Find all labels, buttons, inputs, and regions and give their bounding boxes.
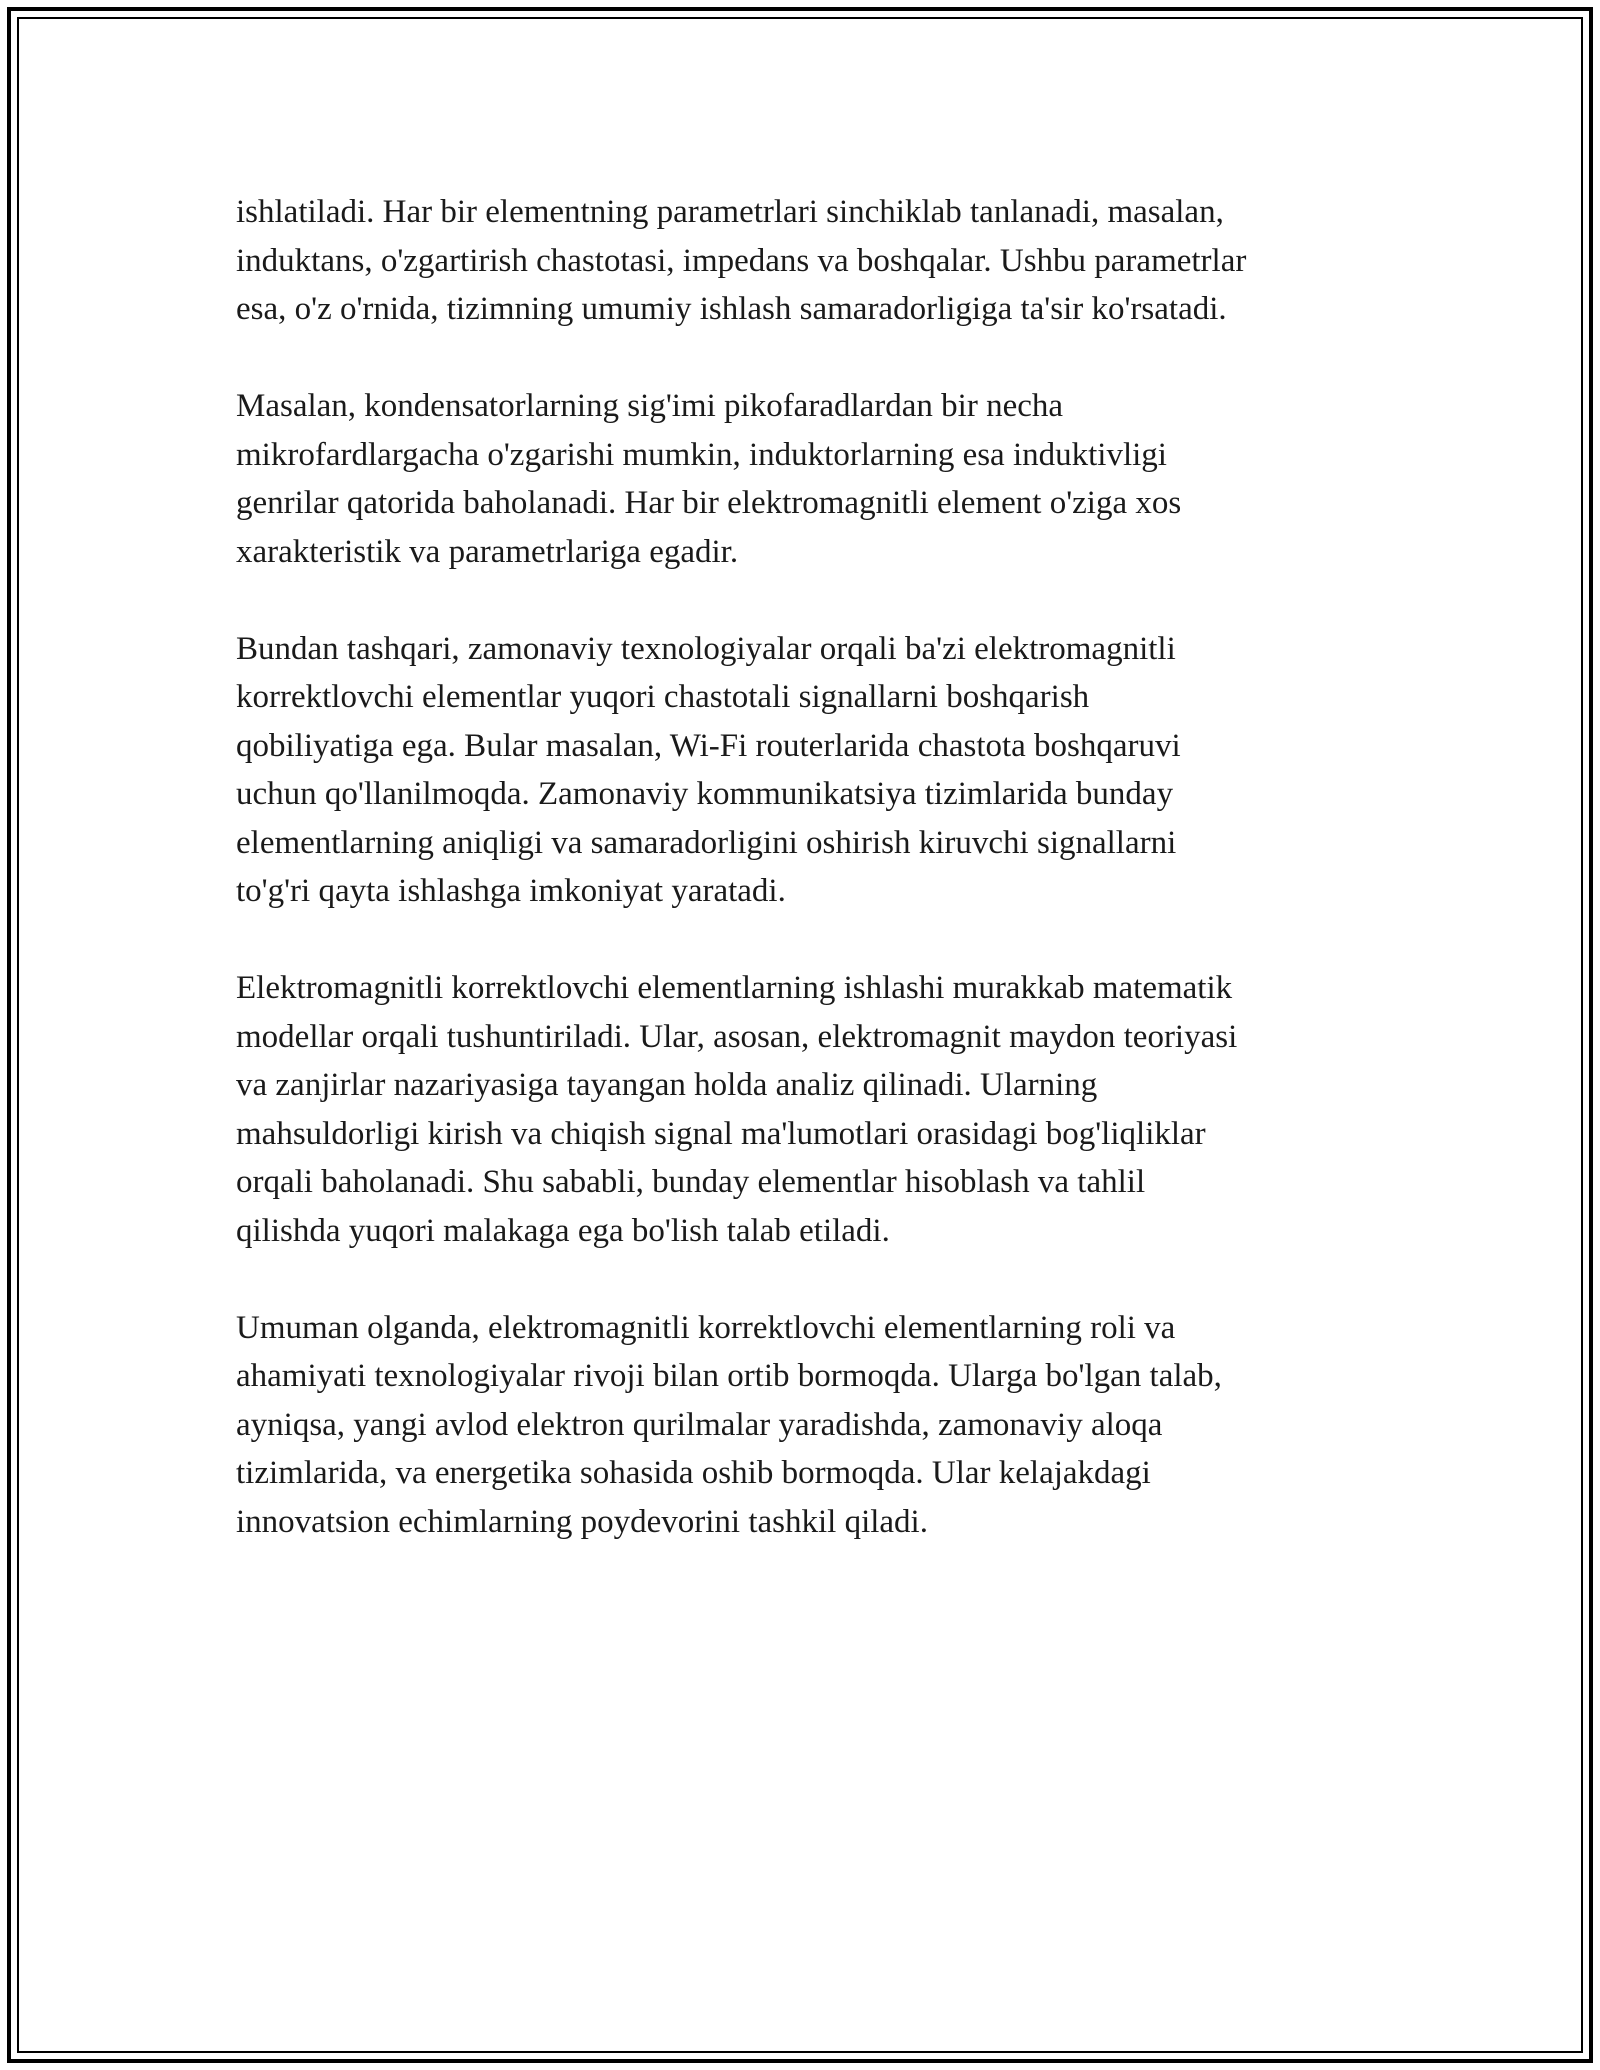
- text-line: qobiliyatiga ega. Bular masalan, Wi-Fi routerlarida chastota boshqaruvi: [236, 727, 1181, 764]
- text-line: Masalan, kondensatorlarning sig'imi pikofaradlardan bir necha: [236, 388, 1064, 424]
- text-line: qilishda yuqori malakaga ega bo'lish talab etiladi.: [236, 1212, 890, 1249]
- paragraph-5: [236, 1304, 1396, 1547]
- text-line: xarakteristik va parametrlariga egadir.: [236, 533, 739, 570]
- text-line: induktans, o'zgartirish chastotasi, impedans va boshqalar. Ushbu parametrlar: [236, 242, 1247, 279]
- text-line: ayniqsa, yangi avlod elektron qurilmalar yaradishda, zamonaviy aloqa: [236, 1406, 1163, 1443]
- text-line: Bundan tashqari, zamonaviy texnologiyalar orqali ba'zi elektromagnitli: [236, 630, 1176, 667]
- text-line: modellar orqali tushuntiriladi. Ular, asosan, elektromagnit maydon teoriyasi: [236, 1018, 1238, 1055]
- text-line: genrilar qatorida baholanadi. Har bir elektromagnitli element o'ziga xos: [236, 485, 1182, 521]
- text-line: elementlarning aniqligi va samaradorligini oshirish kiruvchi signallarni: [236, 824, 1177, 861]
- text-line: innovatsion echimlarning poydevorini tashkil qiladi.: [236, 1503, 928, 1540]
- document-body: [236, 188, 1396, 1595]
- text-line: mahsuldorligi kirish va chiqish signal ma'lumotlari orasidagi bog'liqliklar: [236, 1115, 1206, 1152]
- text-line: Elektromagnitli korrektlovchi elementlarning ishlashi murakkab matematik: [236, 970, 1233, 1006]
- text-line: ishlatiladi. Har bir elementning parametrlari sinchiklab tanlanadi, masalan,: [236, 194, 1224, 230]
- paragraph-3: [236, 625, 1396, 916]
- text-line: korrektlovchi elementlar yuqori chastotali signallarni boshqarish: [236, 679, 1090, 715]
- text-line: tizimlarida, va energetika sohasida oshib bormoqda. Ular kelajakdagi: [236, 1455, 1151, 1491]
- paragraph-2: [236, 382, 1396, 576]
- text-line: esa, o'z o'rnida, tizimning umumiy ishlash samaradorligiga ta'sir ko'rsatadi.: [236, 291, 1227, 327]
- text-line: ahamiyati texnologiyalar rivoji bilan ortib bormoqda. Ularga bo'lgan talab,: [236, 1358, 1222, 1394]
- text-line: mikrofardlargacha o'zgarishi mumkin, induktorlarning esa induktivligi: [236, 436, 1167, 473]
- text-line: orqali baholanadi. Shu sababli, bunday elementlar hisoblash va tahlil: [236, 1164, 1146, 1200]
- paragraph-1: [236, 188, 1396, 334]
- paragraph-4: [236, 964, 1396, 1255]
- text-line: to'g'ri qayta ishlashga imkoniyat yaratadi.: [236, 873, 786, 909]
- text-line: Umuman olganda, elektromagnitli korrektlovchi elementlarning roli va: [236, 1309, 1176, 1346]
- text-line: va zanjirlar nazariyasiga tayangan holda analiz qilinadi. Ularning: [236, 1067, 1098, 1103]
- text-line: uchun qo'llanilmoqda. Zamonaviy kommunikatsiya tizimlarida bunday: [236, 776, 1174, 812]
